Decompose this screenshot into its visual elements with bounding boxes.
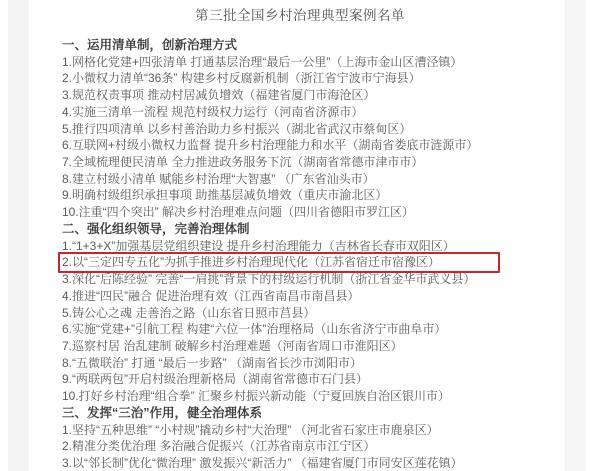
case-item: 1.网格化党建+四张清单 打通基层治理“最后一公里”（上海市金山区漕泾镇）	[62, 54, 463, 69]
case-item-text: 2.以“三定四专五化”为抓手推进乡村治理现代化（江苏省宿迁市宿豫区）	[62, 255, 441, 270]
case-item: 6.互联网+村级小微权力监督 提升乡村治理能力和水平（湖南省娄底市涟源市）	[62, 138, 479, 153]
case-item: 8.“五微联治” 打通 “最后一步路” （湖南省长沙市浏阳市）	[62, 355, 362, 370]
case-item: 9.明确村级组织承担事项 助推基层减负增效（重庆市渝北区）	[62, 188, 388, 203]
case-item: 2.精准分类优治理 多治融合促振兴（江苏省南京市江宁区）	[62, 439, 376, 454]
document-body	[62, 6, 538, 471]
case-item: 9.“两联两包”开启村级治理新格局（湖南省常德市石门县）	[62, 372, 369, 387]
right-page-edge	[565, 0, 586, 471]
section-heading: 一、运用清单制，创新治理方式	[62, 38, 238, 52]
case-item: 5.推行四项清单 以乡村善治助力乡村振兴（湖北省武汉市蔡甸区）	[62, 121, 412, 136]
case-item: 3.以“邻长制”优化“微治理” 激发振兴“新活力” （福建省厦门市同安区莲花镇）	[62, 455, 463, 470]
case-item: 1.坚持“五种思维” “小村规”撬动乡村“大治理” （河北省石家庄市鹿泉区）	[62, 422, 439, 437]
case-item: 1.“1+3+X”加强基层党组织建设 提升乡村治理能力（吉林省长春市双阳区）	[62, 238, 455, 253]
case-item: 4.实施三清单一流程 规范村级权力运行（河南省济源市）	[62, 104, 364, 119]
case-item-highlighted	[62, 254, 538, 271]
page-title: 第三批全国乡村治理典型案例名单	[195, 8, 405, 23]
case-item: 10.打好乡村治理“组合拳” 汇聚乡村振兴新动能（宁夏回族自治区银川市）	[62, 389, 451, 404]
section-heading: 三、发挥“三治”作用，健全治理体系	[62, 405, 263, 420]
case-item: 10.注重“四个突出” 解决乡村治理难点问题（四川省德阳市罗江区）	[62, 205, 415, 220]
case-item: 4.推进“四民”融合 促进治理有效（江西省南昌市南昌县）	[62, 288, 360, 303]
case-item: 7.全域梳理便民清单 全力推进政务服务下沉（湖南省常德市津市市）	[62, 155, 424, 170]
case-item: 5.铸公心之魂 走善治之路（山东省日照市莒县）	[62, 305, 316, 320]
case-item: 2.小微权力清单“36条” 构建乡村反腐新机制（浙江省宁波市宁海县）	[62, 71, 421, 86]
case-item: 6.实施“党建+”引航工程 构建“六位一体”治理格局（山东省济宁市曲阜市）	[62, 322, 447, 337]
case-list	[62, 37, 538, 471]
case-item: 8.建立村级小清单 赋能乡村治理“大智惠” （广东省汕头市）	[62, 171, 375, 186]
left-page-edge	[8, 0, 29, 471]
section-heading: 二、强化组织领导，完善治理体制	[62, 221, 250, 236]
case-item: 3.深化“后陈经验” 完善“一肩挑”背景下的村级运行机制（浙江省金华市武义县）	[62, 272, 476, 287]
case-item: 7.巡察村居 治乱建制 破解乡村治理难题（河南省周口市淮阳区）	[62, 338, 403, 353]
case-item: 3.规范权责事项 推动村居减负增效（福建省厦门市海沧区）	[62, 88, 376, 103]
